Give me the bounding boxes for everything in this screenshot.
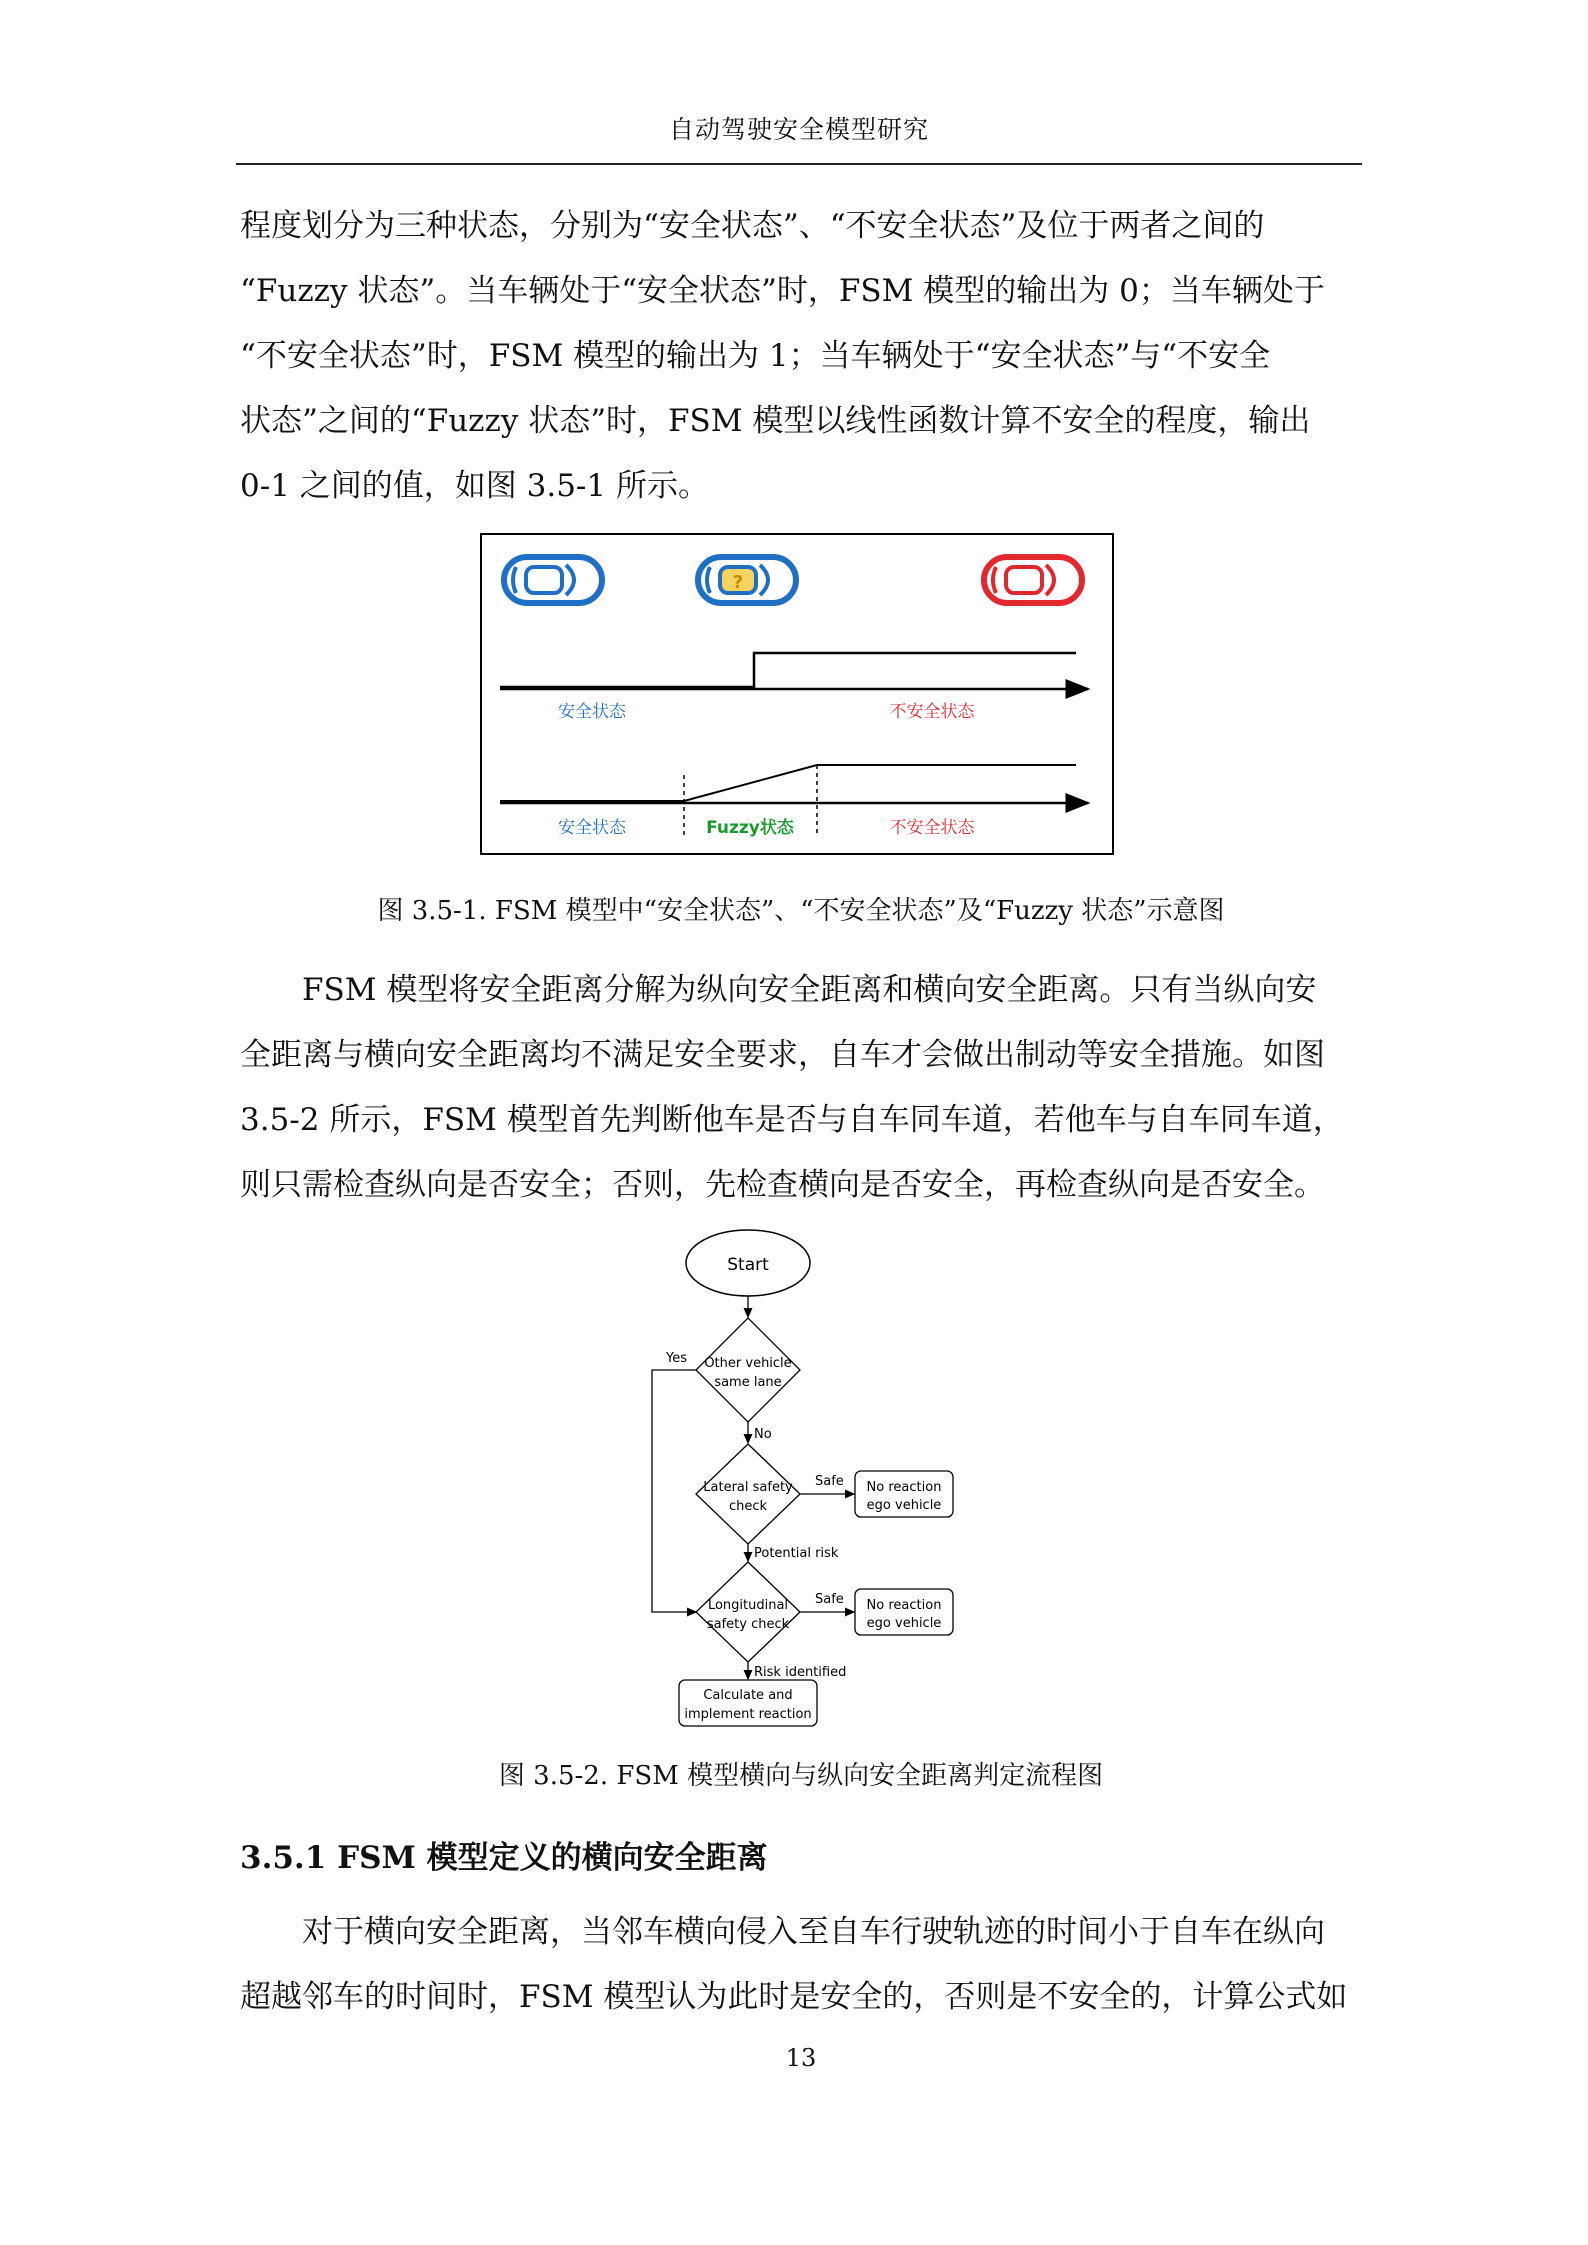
question-mark: ? xyxy=(732,572,744,593)
decision-same-lane-line2: same lane xyxy=(714,1375,782,1390)
calculate-reaction-line1: Calculate and xyxy=(703,1688,793,1703)
edge-label-safe-2: Safe xyxy=(815,1592,844,1607)
figure-2-caption: 图 3.5-2. FSM 模型横向与纵向安全距离判定流程图 xyxy=(498,1761,1104,1791)
decision-longitudinal-line2: safety check xyxy=(706,1617,790,1632)
figure-state-diagram xyxy=(480,533,1114,855)
paragraph-line: 0-1 之间的值，如图 3.5-1 所示。 xyxy=(240,468,709,504)
label-safe-bottom: 安全状态 xyxy=(558,818,626,838)
header-divider xyxy=(236,163,1362,165)
start-label: Start xyxy=(727,1255,769,1275)
label-fuzzy-bottom: Fuzzy状态 xyxy=(706,818,794,838)
calculate-reaction-line2: implement reaction xyxy=(684,1707,812,1722)
page-number: 13 xyxy=(785,2044,817,2072)
paragraph-line: “Fuzzy 状态”。当车辆处于“安全状态”时，FSM 模型的输出为 0；当车辆处于 xyxy=(240,273,1325,309)
edge-label-risk-identified: Risk identified xyxy=(754,1665,847,1680)
paragraph-2 xyxy=(240,958,1362,1218)
label-unsafe-bottom: 不安全状态 xyxy=(889,818,975,838)
edge-label-safe-1: Safe xyxy=(815,1474,844,1489)
paragraph-line: 3.5-2 所示，FSM 模型首先判断他车是否与自车同车道，若他车与自车同车道， xyxy=(240,1102,1344,1138)
ramp-curve xyxy=(500,765,1076,801)
step-curve xyxy=(500,653,1076,687)
section-heading: 3.5.1 FSM 模型定义的横向安全距离 xyxy=(240,1840,768,1876)
page-header-title: 自动驾驶安全模型研究 xyxy=(668,115,929,144)
unsafe-car-icon xyxy=(984,557,1082,603)
decision-same-lane-line1: Other vehicle xyxy=(704,1356,792,1371)
paragraph-line: 程度划分为三种状态，分别为“安全状态”、“不安全状态”及位于两者之间的 xyxy=(240,208,1265,244)
no-reaction-2-line1: No reaction xyxy=(866,1598,942,1613)
decision-longitudinal-line1: Longitudinal xyxy=(707,1598,789,1613)
edge-label-yes: Yes xyxy=(666,1351,687,1366)
edge-label-no: No xyxy=(754,1427,772,1442)
paragraph-1 xyxy=(240,194,1362,519)
flowchart xyxy=(630,1225,980,1735)
fuzzy-car-icon xyxy=(698,557,796,603)
paragraph-line: 则只需检查纵向是否安全；否则，先检查横向是否安全，再检查纵向是否安全。 xyxy=(240,1167,1325,1203)
figure-1-caption: 图 3.5-1. FSM 模型中“安全状态”、“不安全状态”及“Fuzzy 状态”示意图 xyxy=(377,896,1225,926)
paragraph-3 xyxy=(240,1900,1362,2030)
paragraph-line: 超越邻车的时间时，FSM 模型认为此时是安全的，否则是不安全的，计算公式如 xyxy=(240,1979,1348,2015)
no-reaction-1-line1: No reaction xyxy=(866,1480,942,1495)
no-reaction-1-line2: ego vehicle xyxy=(866,1498,942,1513)
state-diagram-svg xyxy=(482,535,1112,853)
paragraph-line: 对于横向安全距离，当邻车横向侵入至自车行驶轨迹的时间小于自车在纵向 xyxy=(302,1914,1325,1950)
paragraph-line: 状态”之间的“Fuzzy 状态”时，FSM 模型以线性函数计算不安全的程度，输出 xyxy=(240,403,1311,439)
label-safe-top: 安全状态 xyxy=(558,702,626,722)
yes-branch-line xyxy=(652,1370,696,1612)
paragraph-line: “不安全状态”时，FSM 模型的输出为 1；当车辆处于“安全状态”与“不安全 xyxy=(240,338,1271,374)
paragraph-line: FSM 模型将安全距离分解为纵向安全距离和横向安全距离。只有当纵向安 xyxy=(302,972,1317,1008)
no-reaction-2-line2: ego vehicle xyxy=(866,1616,942,1631)
safe-car-icon xyxy=(504,557,602,603)
decision-lateral-line2: check xyxy=(728,1499,768,1514)
paragraph-line: 全距离与横向安全距离均不满足安全要求，自车才会做出制动等安全措施。如图 xyxy=(240,1037,1325,1073)
decision-lateral-line1: Lateral safety xyxy=(703,1480,793,1495)
label-unsafe-top: 不安全状态 xyxy=(889,702,975,722)
edge-label-potential-risk: Potential risk xyxy=(754,1546,839,1561)
